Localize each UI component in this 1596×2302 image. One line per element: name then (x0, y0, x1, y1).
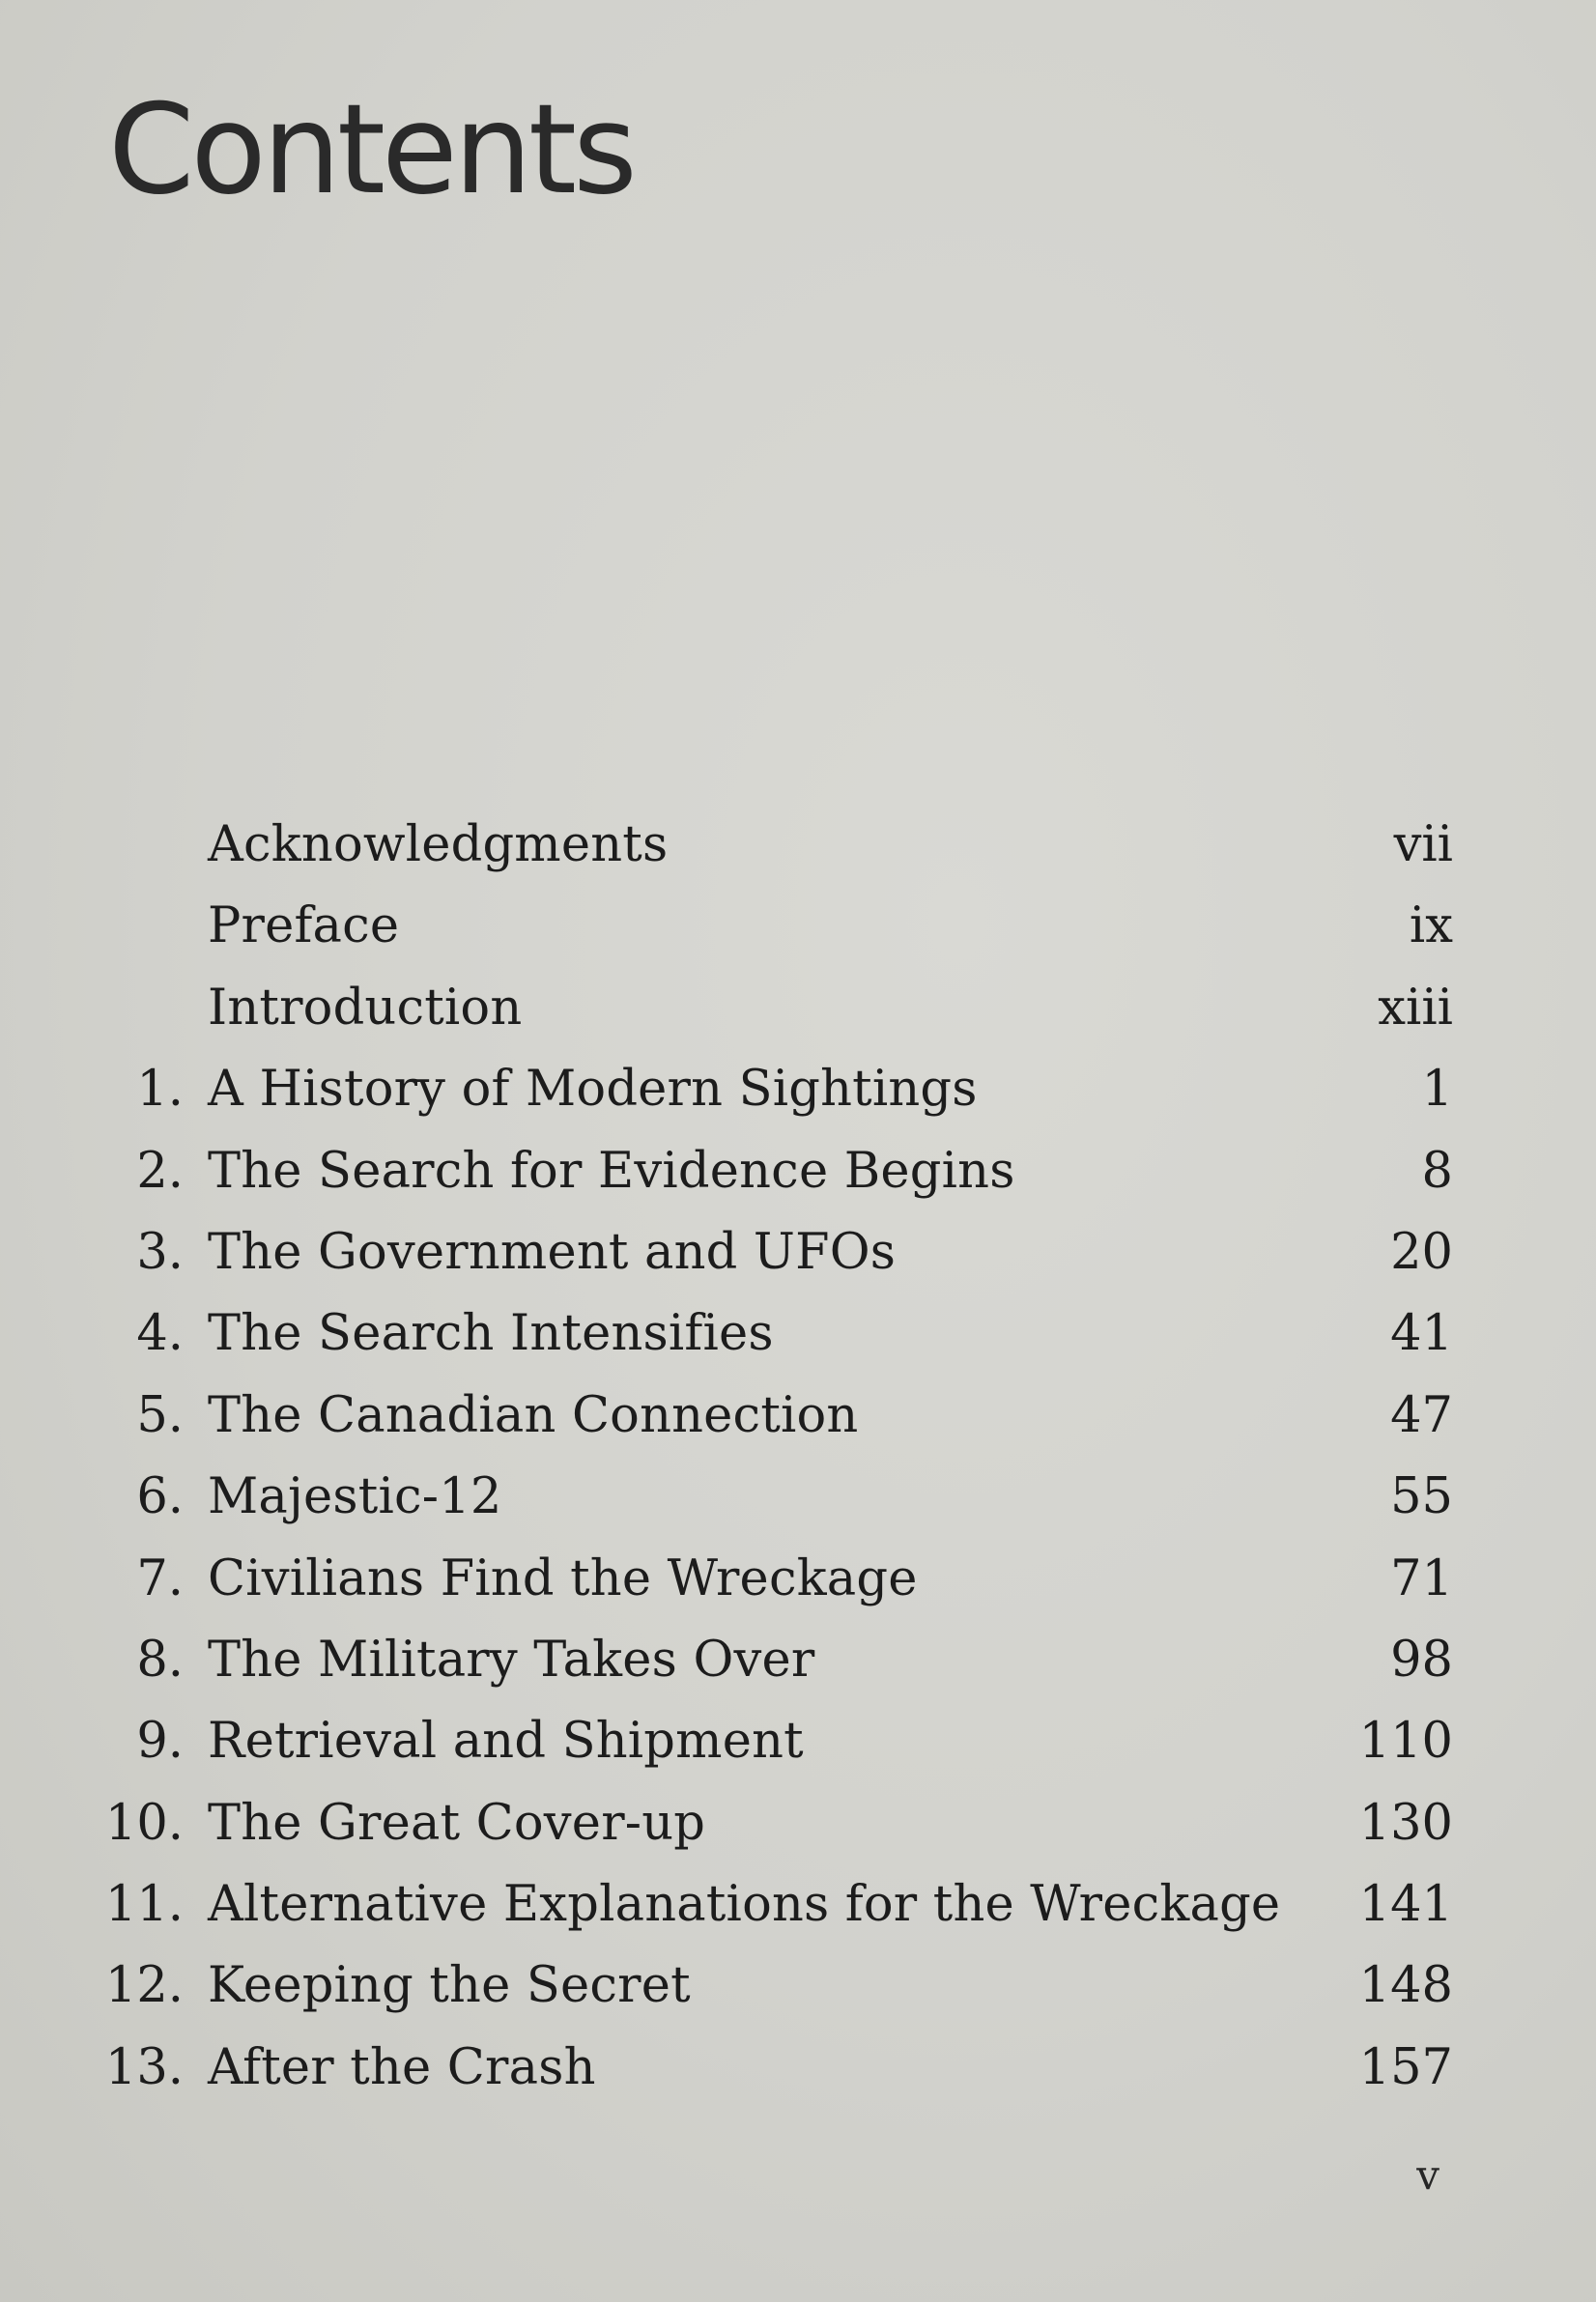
toc-entry-chapter-12 (0, 1946, 1596, 2027)
toc-entry-preface (0, 886, 1596, 967)
page-number-folio: v (1416, 2151, 1439, 2199)
toc-entry-chapter-6 (0, 1457, 1596, 1538)
toc-entry-number: 12. (104, 1957, 184, 2015)
toc-entry-number: 6. (136, 1468, 184, 1526)
toc-entry-page: xiii (1378, 979, 1453, 1037)
toc-entry-title: The Great Cover-up (208, 1794, 706, 1852)
toc-entry-number: 10. (104, 1794, 184, 1852)
toc-entry-page: 148 (1358, 1957, 1453, 2015)
toc-entry-chapter-9 (0, 1701, 1596, 1782)
toc-entry-title: The Search Intensifies (208, 1305, 774, 1363)
toc-entry-number: 9. (136, 1713, 184, 1771)
toc-entry-page: 55 (1390, 1468, 1453, 1526)
toc-entry-title: The Canadian Connection (208, 1386, 859, 1444)
toc-entry-page: 157 (1358, 2038, 1453, 2096)
toc-entry-page: 98 (1390, 1631, 1453, 1689)
toc-entry-chapter-10 (0, 1783, 1596, 1864)
toc-entry-chapter-8 (0, 1620, 1596, 1701)
toc-entry-chapter-3 (0, 1212, 1596, 1293)
toc-entry-title: The Government and UFOs (208, 1223, 897, 1281)
toc-entry-page: 141 (1358, 1876, 1453, 1934)
toc-entry-number: 2. (136, 1142, 184, 1200)
page-title: Contents (108, 78, 634, 222)
toc-entry-title: After the Crash (208, 2038, 596, 2096)
toc-entry-title: Acknowledgments (208, 816, 669, 873)
toc-entry-chapter-11 (0, 1864, 1596, 1946)
toc-entry-introduction (0, 968, 1596, 1049)
toc-entry-number: 8. (136, 1631, 184, 1689)
toc-entry-page: 1 (1421, 1061, 1453, 1119)
toc-entry-page: vii (1393, 816, 1453, 873)
toc-entry-page: 41 (1390, 1305, 1453, 1363)
toc-entry-chapter-1 (0, 1049, 1596, 1130)
toc-entry-chapter-2 (0, 1131, 1596, 1212)
toc-entry-title: Alternative Explanations for the Wreckage (208, 1876, 1281, 1934)
toc-entry-page: 110 (1358, 1713, 1453, 1771)
toc-entry-title: The Search for Evidence Begins (208, 1142, 1015, 1200)
toc-entry-page: ix (1409, 897, 1453, 955)
toc-entry-title: Retrieval and Shipment (208, 1713, 804, 1771)
toc-entry-number: 3. (136, 1223, 184, 1281)
toc-entry-page: 130 (1358, 1794, 1453, 1852)
toc-entry-title: Preface (208, 897, 400, 955)
toc-entry-page: 8 (1421, 1142, 1453, 1200)
toc-entry-title: A History of Modern Sightings (208, 1061, 978, 1119)
toc-entry-title: Keeping the Secret (208, 1957, 691, 2015)
toc-entry-number: 5. (136, 1386, 184, 1444)
toc-entry-title: Introduction (208, 979, 523, 1037)
toc-entry-title: Civilians Find the Wreckage (208, 1549, 918, 1607)
table-of-contents (0, 805, 1596, 2109)
toc-entry-chapter-13 (0, 2028, 1596, 2109)
toc-entry-number: 1. (136, 1061, 184, 1119)
toc-entry-page: 47 (1390, 1386, 1453, 1444)
toc-entry-title: The Military Takes Over (208, 1631, 815, 1689)
toc-entry-chapter-4 (0, 1293, 1596, 1375)
toc-entry-number: 13. (104, 2038, 184, 2096)
toc-entry-chapter-5 (0, 1376, 1596, 1457)
toc-entry-number: 11. (104, 1876, 184, 1934)
toc-entry-page: 20 (1390, 1223, 1453, 1281)
toc-entry-chapter-7 (0, 1539, 1596, 1620)
toc-entry-acknowledgments (0, 805, 1596, 886)
toc-entry-title: Majestic-12 (208, 1468, 502, 1526)
toc-entry-number: 4. (136, 1305, 184, 1363)
toc-entry-page: 71 (1390, 1549, 1453, 1607)
toc-entry-number: 7. (136, 1549, 184, 1607)
